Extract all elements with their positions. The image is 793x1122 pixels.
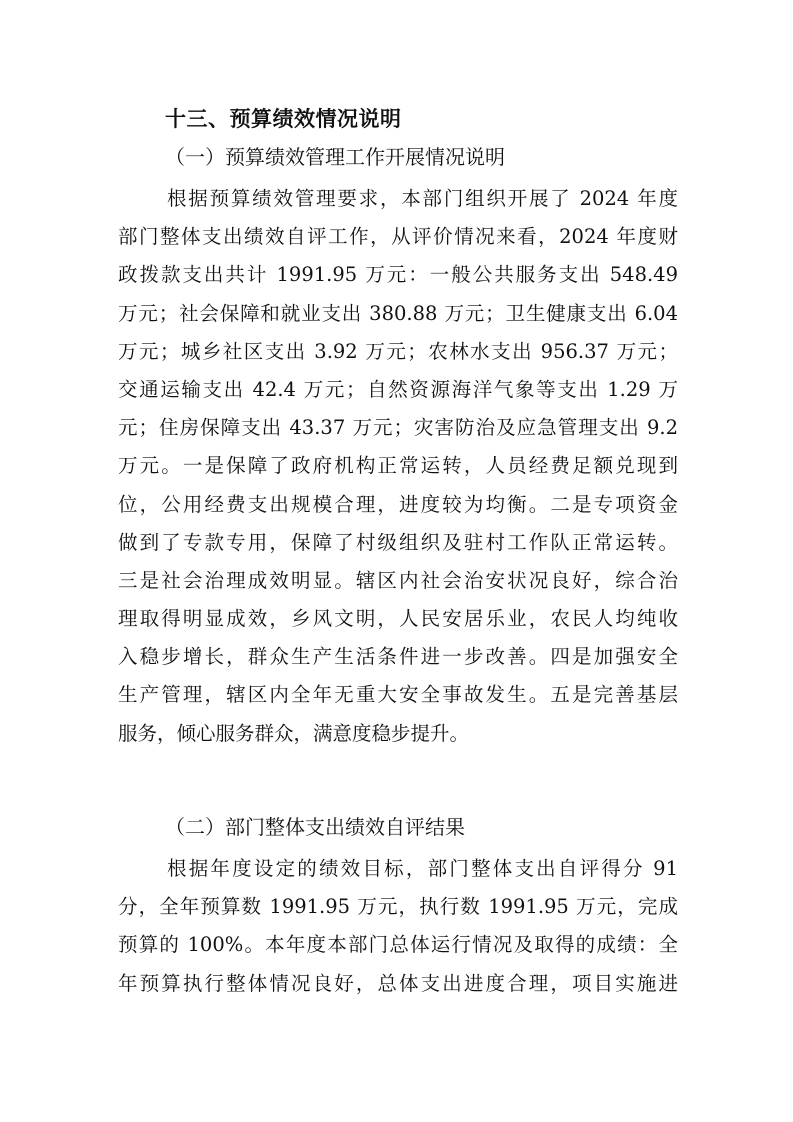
paragraph-line: 预算的 100%。本年度本部门总体运行情况及取得的成绩：全 — [118, 933, 678, 957]
paragraph-line: 分，全年预算数 1991.95 万元，执行数 1991.95 万元，完成 — [118, 895, 678, 919]
paragraph-line: 万元。一是保障了政府机构正常运转，人员经费足额兑现到 — [118, 454, 678, 478]
subsection-title-budget-performance-management: （一）预算绩效管理工作开展情况说明 — [165, 145, 505, 169]
paragraph-line: 根据年度设定的绩效目标，部门整体支出自评得分 91 — [167, 857, 678, 880]
paragraph-self-evaluation-results — [118, 850, 678, 1003]
paragraph-line: 年预算执行整体情况良好，总体支出进度合理，项目实施进 — [118, 971, 678, 995]
paragraph-line: 三是社会治理成效明显。辖区内社会治安状况良好，综合治 — [118, 568, 678, 592]
paragraph-line: 根据预算绩效管理要求，本部门组织开展了 2024 年度 — [167, 187, 678, 210]
paragraph-line: 入稳步增长，群众生产生活条件进一步改善。四是加强安全 — [118, 645, 678, 669]
paragraph-line: 万元；社会保障和就业支出 380.88 万元；卫生健康支出 6.04 — [118, 301, 678, 325]
paragraph-budget-performance-management — [118, 180, 678, 753]
paragraph-line: 服务，倾心服务群众，满意度稳步提升。 — [118, 721, 470, 745]
paragraph-line: 政拨款支出共计 1991.95 万元：一般公共服务支出 548.49 — [118, 263, 678, 287]
paragraph-line: 位，公用经费支出规模合理，进度较为均衡。二是专项资金 — [118, 492, 678, 516]
paragraph-line: 万元；城乡社区支出 3.92 万元；农林水支出 956.37 万元； — [118, 339, 678, 363]
paragraph-line: 理取得明显成效，乡风文明，人民安居乐业，农民人均纯收 — [118, 607, 678, 631]
paragraph-line: 生产管理，辖区内全年无重大安全事故发生。五是完善基层 — [118, 683, 678, 707]
section-heading: 十三、预算绩效情况说明 — [165, 107, 402, 131]
paragraph-line: 交通运输支出 42.4 万元；自然资源海洋气象等支出 1.29 万 — [118, 377, 678, 401]
paragraph-line: 部门整体支出绩效自评工作，从评价情况来看，2024 年度财 — [118, 225, 678, 249]
subsection-title-self-evaluation-results: （二）部门整体支出绩效自评结果 — [165, 815, 465, 839]
paragraph-line: 做到了专款专用，保障了村级组织及驻村工作队正常运转。 — [118, 530, 678, 554]
paragraph-line: 元；住房保障支出 43.37 万元；灾害防治及应急管理支出 9.2 — [118, 416, 678, 440]
